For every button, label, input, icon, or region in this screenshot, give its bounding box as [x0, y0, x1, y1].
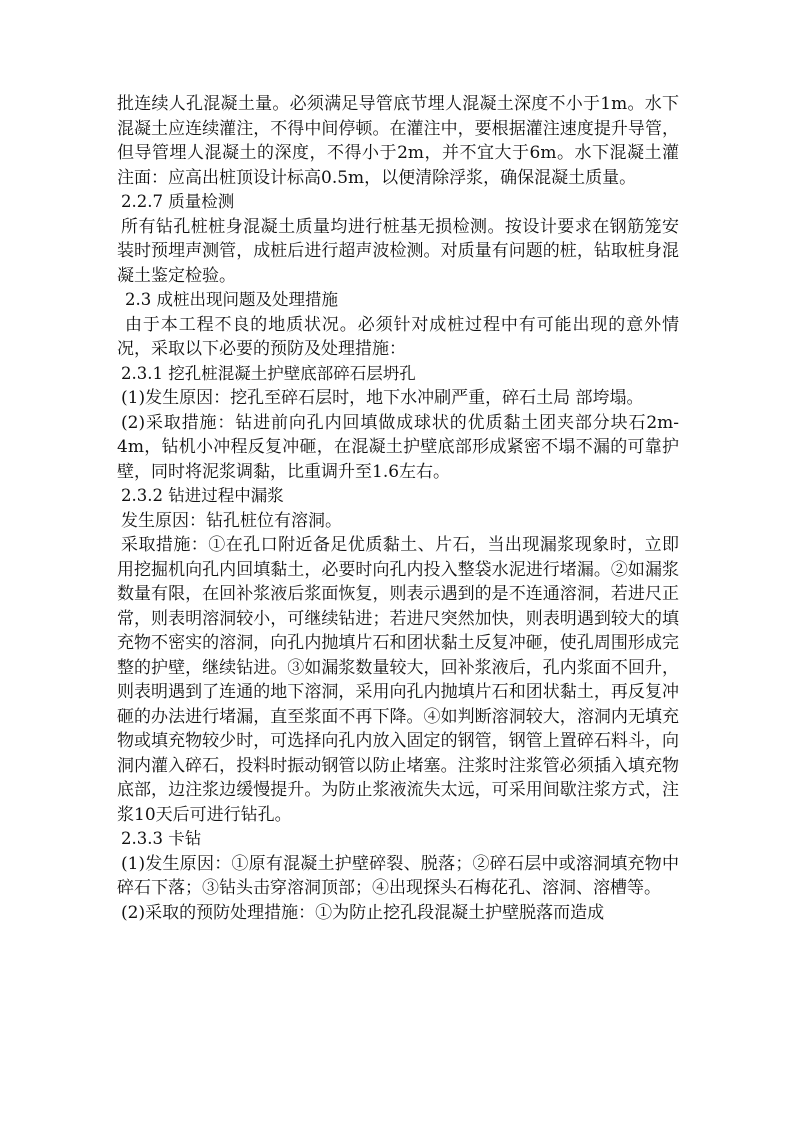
- paragraph-leak-cause: 发生原因：钻孔桩位有溶洞。: [121, 510, 342, 531]
- paragraph-leak-measures: 采取措施：①在孔口附近备足优质黏土、片石，当出现漏浆现象时，立即用挖掘机向孔内回填黏土，必要时向孔内投入整袋水泥进行堵漏。②如漏浆数量有限，在回补浆液后浆面恢复，则表示遇到的是不连通溶洞，若进尺正常，则表明溶洞较小，可继续钻进；若进尺突然加快，则表明遇到较大的填充物不密实的溶洞，向孔内抛填片石和团状黏土反复冲砸，使孔周围形成完整的护壁，继续钻进。③如漏浆数量较大，回补浆液后，孔内浆面不回升，则表明遇到了连通的地下溶洞，采用向孔内抛填片石和团状黏土，再反复冲砸的办法进行堵漏，直至浆面不再下降。④如判断溶洞较大，溶洞内无填充物或填充物较少时，可选择向孔内放入固定的钢管，钢管上置碎石料斗，向洞内灌入碎石，投料时振动钢管以防止堵塞。注浆时注浆管必须插入填充物底部，边注浆边缓慢提升。为防止浆液流失太远，可采用间歇注浆方式，注浆10天后可进行钻孔。: [117, 535, 679, 825]
- heading-2-2-7: 2.2.7 质量检测: [121, 192, 235, 211]
- heading-2-3: 2.3 成桩出现问题及处理措施: [125, 290, 338, 309]
- heading-2-3-2: 2.3.2 钻进过程中漏浆: [121, 486, 284, 505]
- paragraph-geology: 由于本工程不良的地质状况。必须针对成桩过程中有可能出现的意外情况，采取以下必要的预防及处理措施：: [117, 314, 679, 359]
- paragraph-quality-test: 所有钻孔桩桩身混凝土质量均进行桩基无损检测。按设计要求在钢筋笼安装时预埋声测管，成桩后进行超声波检测。对质量有问题的桩，钻取桩身混凝土鉴定检验。: [117, 216, 679, 286]
- paragraph-collapse-measures: (2)采取措施：钻进前向孔内回填做成球状的优质黏土团夹部分块石2m-4m，钻机小冲程反复冲砸，在混凝土护壁底部形成紧密不塌不漏的可靠护壁，同时将泥浆调黏，比重调升至1.6左右。: [117, 412, 679, 482]
- paragraph-collapse-cause: (1)发生原因：挖孔至碎石层时，地下水冲刷严重，碎石土局 部垮塌。: [121, 388, 644, 408]
- document-body: [117, 92, 679, 925]
- heading-2-3-3: 2.3.3 卡钻: [121, 829, 202, 848]
- paragraph-stuck-cause: (1)发生原因：①原有混凝土护壁碎裂、脱落；②碎石层中或溶洞填充物中碎石下落；③钻头击穿溶洞顶部；④出现探头石梅花孔、溶洞、溶槽等。: [117, 853, 679, 898]
- paragraph-stuck-measures: (2)采取的预防处理措施：①为防止挖孔段混凝土护壁脱落而造成: [121, 902, 605, 923]
- paragraph-pouring: 批连续人孔混凝土量。必须满足导管底节埋人混凝土深度不小于1m。水下混凝土应连续灌注，不得中间停顿。在灌注中，要根据灌注速度提升导管，但导管埋人混凝土的深度，不得小于2m，并不宜大于6m。水下混凝土灌注面：应高出桩顶设计标高0.5m，以便清除浮浆，确保混凝土质量。: [117, 94, 679, 188]
- heading-2-3-1: 2.3.1 挖孔桩混凝土护壁底部碎石层坍孔: [121, 363, 416, 383]
